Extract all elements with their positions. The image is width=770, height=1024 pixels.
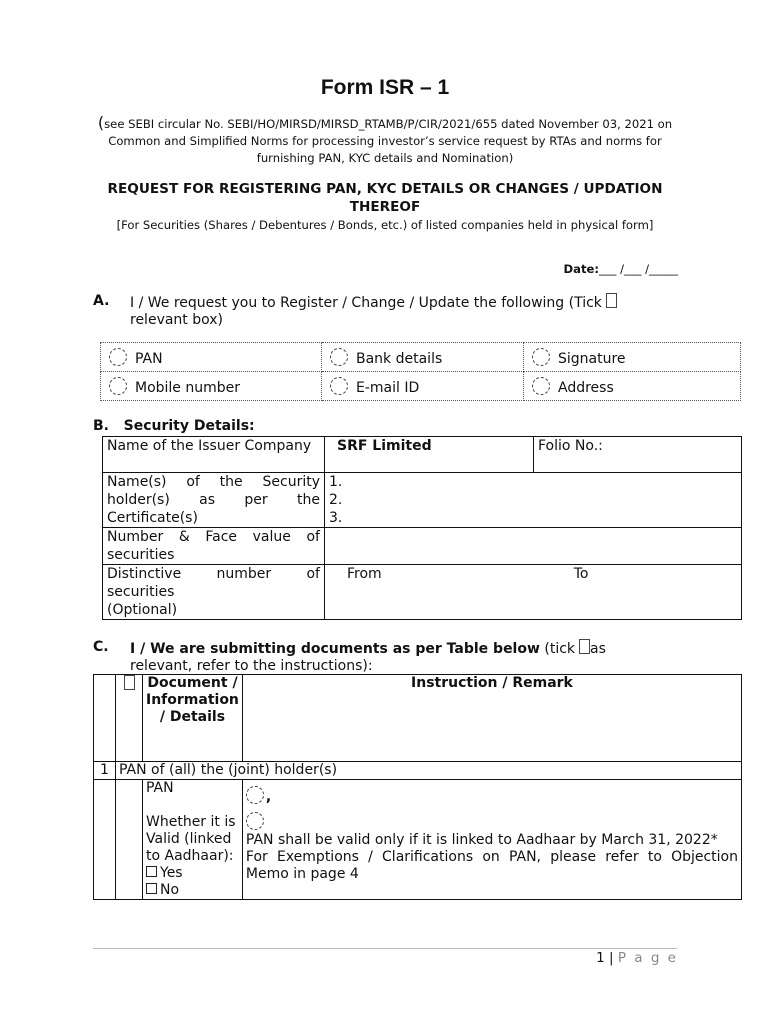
form-heading: REQUEST FOR REGISTERING PAN, KYC DETAILS OR CHANGES / UPDATION THEREOF — [107, 181, 663, 215]
section-a-text — [130, 293, 690, 329]
section-a-instruction: I / We request you to Register / Change / Update the following (Tick — [130, 295, 602, 311]
date-field[interactable]: ___ /___ /_____ — [599, 262, 678, 276]
from-label: From — [347, 566, 382, 582]
security-details-table — [102, 436, 742, 620]
radio-circle-icon[interactable] — [109, 377, 127, 395]
section-c-line2: relevant, refer to the instructions): — [130, 658, 373, 674]
section-a-label: A. — [93, 293, 110, 309]
option-label: Bank details — [356, 350, 443, 367]
pan-detail-cell — [143, 780, 243, 900]
pan-input-line[interactable] — [246, 786, 738, 806]
distinctive-label-line: securities — [107, 584, 175, 600]
comma: , — [265, 789, 272, 805]
radio-circle-icon[interactable] — [532, 377, 550, 395]
pan-label: PAN — [146, 780, 174, 796]
option-mobile-number[interactable] — [101, 372, 322, 401]
form-title: Form ISR – 1 — [320, 76, 450, 99]
distinctive-label-line: (Optional) — [107, 602, 178, 618]
sebi-circular-note — [95, 114, 675, 167]
to-label: To — [573, 566, 589, 582]
distinctive-label-line: Distinctive number of — [107, 566, 320, 582]
yes-option[interactable] — [146, 865, 239, 882]
update-options-table — [100, 342, 741, 401]
holder-2: 2. — [329, 492, 343, 508]
section-c-as: as — [590, 641, 606, 657]
holder-1: 1. — [329, 474, 343, 490]
holders-label-line: Name(s) of the Security — [107, 474, 320, 490]
date-label: Date: — [563, 262, 600, 276]
section-a-instruction-end: relevant box) — [130, 312, 224, 328]
face-value-label-line: Number & Face value of — [107, 529, 320, 545]
holders-values[interactable] — [325, 473, 742, 528]
radio-circle-icon[interactable] — [532, 348, 550, 366]
row-pan-holders: PAN of (all) the (joint) holder(s) — [116, 762, 742, 780]
section-b-title: B. Security Details: — [93, 418, 255, 434]
valid-input-line[interactable] — [246, 812, 738, 832]
header-num — [94, 675, 116, 762]
page-footer — [596, 950, 678, 966]
holders-label-line: Certificate(s) — [107, 510, 198, 526]
tick-box-icon — [124, 675, 135, 690]
header-tick — [116, 675, 143, 762]
folio-label: Folio No.: — [538, 438, 603, 454]
section-c-text — [130, 639, 690, 675]
radio-circle-icon[interactable] — [330, 348, 348, 366]
date-line[interactable] — [564, 262, 678, 276]
option-bank-details[interactable] — [322, 343, 524, 372]
header-document: Document / Information / Details — [143, 675, 243, 762]
distinctive-range[interactable] — [325, 565, 742, 620]
valid-label: Whether it is Valid (linked to Aadhaar): — [146, 814, 236, 864]
page-number: 1 — [596, 950, 605, 966]
no-label: No — [160, 882, 180, 898]
option-label: PAN — [135, 350, 163, 367]
option-address[interactable] — [524, 372, 741, 401]
footer-divider — [93, 948, 677, 949]
page-label: P a g e — [617, 950, 678, 966]
tick-box-icon — [579, 639, 590, 654]
circular-text: see SEBI circular No. SEBI/HO/MIRSD/MIRSD_RTAMB/P/CIR/2021/655 dated November 03, 2021 on Common and Simplified Norms for processing investor’s service request by RTAs and norms for furnishing PAN, KYC details and Nomination) — [104, 117, 673, 165]
radio-circle-icon[interactable] — [330, 377, 348, 395]
option-signature[interactable] — [524, 343, 741, 372]
section-c-label: C. — [93, 639, 109, 655]
checkbox-icon[interactable] — [146, 866, 157, 877]
option-label: E-mail ID — [356, 379, 420, 396]
section-c-tick: (tick — [544, 641, 576, 657]
option-email-id[interactable] — [322, 372, 524, 401]
pan-instruction-cell — [242, 780, 741, 900]
folio-cell[interactable] — [534, 437, 742, 473]
face-value-label — [103, 528, 325, 565]
documents-table — [93, 674, 742, 900]
pan-note-2: For Exemptions / Clarifications on PAN, please refer to Objection Memo in page 4 — [245, 849, 738, 882]
row-empty-num — [94, 780, 116, 900]
tick-box-icon — [606, 293, 617, 308]
option-label: Address — [558, 379, 614, 396]
radio-circle-icon[interactable] — [246, 786, 264, 804]
yes-label: Yes — [160, 865, 183, 881]
row-number: 1 — [94, 762, 116, 780]
face-value-label-line: securities — [107, 547, 175, 563]
no-option[interactable] — [146, 882, 239, 899]
holder-3: 3. — [329, 510, 343, 526]
header-instruction: Instruction / Remark — [242, 675, 741, 762]
page-separator: | — [608, 950, 614, 966]
face-value-field[interactable] — [325, 528, 742, 565]
pan-note-1: PAN shall be valid only if it is linked to Aadhaar by March 31, 2022* — [245, 832, 718, 848]
row-tick-cell[interactable] — [116, 780, 143, 900]
option-pan[interactable] — [101, 343, 322, 372]
checkbox-icon[interactable] — [146, 883, 157, 894]
issuer-label: Name of the Issuer Company — [103, 437, 325, 473]
option-label: Signature — [558, 350, 626, 367]
issuer-name: SRF Limited — [337, 438, 432, 454]
holders-label — [103, 473, 325, 528]
form-subheading: [For Securities (Shares / Debentures / Bonds, etc.) of listed companies held in physical form] — [116, 218, 654, 232]
radio-circle-icon[interactable] — [246, 812, 264, 830]
circular-open-paren: ( — [97, 113, 105, 132]
radio-circle-icon[interactable] — [109, 348, 127, 366]
distinctive-label — [103, 565, 325, 620]
holders-label-line: holder(s) as per the — [107, 492, 320, 508]
section-c-bold: I / We are submitting documents as per Table below — [130, 641, 540, 657]
issuer-value — [325, 437, 534, 473]
option-label: Mobile number — [135, 379, 241, 396]
